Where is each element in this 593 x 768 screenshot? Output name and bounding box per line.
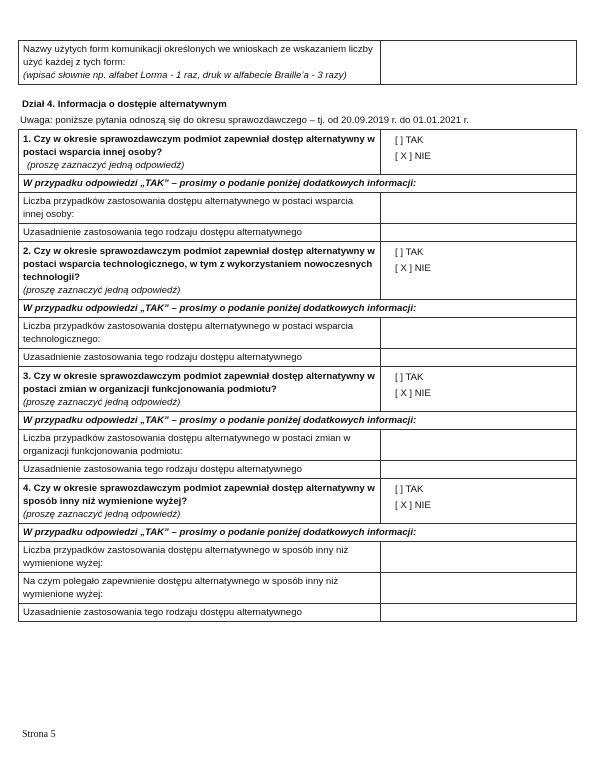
q3-option-tak[interactable]: [ ] TAK xyxy=(395,372,424,383)
question-1-options xyxy=(381,130,577,175)
section-title: Dział 4. Informacja o dostępie alternatywnym xyxy=(22,99,227,110)
q1-justification-answer[interactable] xyxy=(381,224,577,242)
q2-justification-answer[interactable] xyxy=(381,349,577,367)
section-note: Uwaga: poniższe pytania odnoszą się do okresu sprawozdawczego – tj. od 20.09.2019 r. do 01.01.2021 r. xyxy=(20,115,470,126)
q2-count-row xyxy=(19,318,577,349)
question-2-hint: (proszę zaznaczyć jedną odpowiedź) xyxy=(23,285,181,296)
q2-justification-label: Uzasadnienie zastosowania tego rodzaju dostępu alternatywnego xyxy=(19,349,381,367)
q4-option-tak[interactable]: [ ] TAK xyxy=(395,484,424,495)
question-2-row xyxy=(19,242,577,300)
q4-description-row xyxy=(19,573,577,604)
q1-option-nie[interactable]: [ X ] NIE xyxy=(395,151,431,162)
q2-count-label: Liczba przypadków zastosowania dostępu alternatywnego w postaci wsparcia technologicznego: xyxy=(19,318,381,349)
q1-count-answer[interactable] xyxy=(381,193,577,224)
q3-if-yes-row xyxy=(19,412,577,430)
q2-if-yes-text: W przypadku odpowiedzi „TAK” – prosimy o podanie poniżej dodatkowych informacji: xyxy=(19,300,577,318)
question-4-text: 4. Czy w okresie sprawozdawczym podmiot zapewniał dostęp alternatywny w sposób inny niż wymienione wyżej? xyxy=(23,483,375,507)
q2-option-tak[interactable]: [ ] TAK xyxy=(395,247,424,258)
q3-justification-row xyxy=(19,461,577,479)
q4-count-answer[interactable] xyxy=(381,542,577,573)
q3-count-label: Liczba przypadków zastosowania dostępu alternatywnego w postaci zmian w organizacji funkcjonowania podmiotu: xyxy=(19,430,381,461)
q4-option-nie[interactable]: [ X ] NIE xyxy=(395,500,431,511)
q1-count-row xyxy=(19,193,577,224)
q4-justification-row xyxy=(19,604,577,622)
q4-if-yes-row xyxy=(19,524,577,542)
question-1-hint: (proszę zaznaczyć jedną odpowiedź) xyxy=(27,160,185,171)
q1-if-yes-row xyxy=(19,175,577,193)
question-4-row xyxy=(19,479,577,524)
question-3-cell xyxy=(19,367,381,412)
question-1-cell xyxy=(19,130,381,175)
question-4-hint: (proszę zaznaczyć jedną odpowiedź) xyxy=(23,509,181,520)
q2-count-answer[interactable] xyxy=(381,318,577,349)
q3-justification-label: Uzasadnienie zastosowania tego rodzaju dostępu alternatywnego xyxy=(19,461,381,479)
q3-if-yes-text: W przypadku odpowiedzi „TAK” – prosimy o podanie poniżej dodatkowych informacji: xyxy=(19,412,577,430)
q1-justification-label: Uzasadnienie zastosowania tego rodzaju dostępu alternatywnego xyxy=(19,224,381,242)
communication-forms-row xyxy=(19,41,577,85)
q1-option-tak[interactable]: [ ] TAK xyxy=(395,135,424,146)
communication-forms-answer[interactable] xyxy=(381,41,577,85)
q3-option-nie[interactable]: [ X ] NIE xyxy=(395,388,431,399)
q4-justification-label: Uzasadnienie zastosowania tego rodzaju dostępu alternatywnego xyxy=(19,604,381,622)
q1-count-label: Liczba przypadków zastosowania dostępu alternatywnego w postaci wsparcia innej osoby: xyxy=(19,193,381,224)
question-3-text: 3. Czy w okresie sprawozdawczym podmiot zapewniał dostęp alternatywny w postaci zmian w organizacji funkcjonowania podmiotu? xyxy=(23,371,375,395)
page-number: Strona 5 xyxy=(22,729,56,740)
q4-count-label: Liczba przypadków zastosowania dostępu alternatywnego w sposób inny niż wymienione wyżej: xyxy=(19,542,381,573)
question-2-options xyxy=(381,242,577,300)
question-4-cell xyxy=(19,479,381,524)
q3-count-answer[interactable] xyxy=(381,430,577,461)
q2-justification-row xyxy=(19,349,577,367)
question-3-options xyxy=(381,367,577,412)
question-3-row xyxy=(19,367,577,412)
communication-forms-table xyxy=(18,40,577,85)
q2-option-nie[interactable]: [ X ] NIE xyxy=(395,263,431,274)
q1-if-yes-text: W przypadku odpowiedzi „TAK” – prosimy o podanie poniżej dodatkowych informacji: xyxy=(19,175,577,193)
question-2-text: 2. Czy w okresie sprawozdawczym podmiot zapewniał dostęp alternatywny w postaci wsparcia technologicznego, w tym z wykorzystaniem nowoczesnych technologii? xyxy=(23,246,375,283)
q4-count-row xyxy=(19,542,577,573)
question-1-row xyxy=(19,130,577,175)
question-1-text: 1. Czy w okresie sprawozdawczym podmiot zapewniał dostęp alternatywny w postaci wsparcia innej osoby? xyxy=(23,134,375,158)
q3-count-row xyxy=(19,430,577,461)
q4-if-yes-text: W przypadku odpowiedzi „TAK” – prosimy o podanie poniżej dodatkowych informacji: xyxy=(19,524,577,542)
question-2-cell xyxy=(19,242,381,300)
q3-justification-answer[interactable] xyxy=(381,461,577,479)
q2-if-yes-row xyxy=(19,300,577,318)
q4-description-label: Na czym polegało zapewnienie dostępu alternatywnego w sposób inny niż wymienione wyżej: xyxy=(19,573,381,604)
question-3-hint: (proszę zaznaczyć jedną odpowiedź) xyxy=(23,397,181,408)
q4-justification-answer[interactable] xyxy=(381,604,577,622)
q4-description-answer[interactable] xyxy=(381,573,577,604)
question-4-options xyxy=(381,479,577,524)
q1-justification-row xyxy=(19,224,577,242)
communication-forms-label: Nazwy użytych form komunikacji określonych we wnioskach ze wskazaniem liczby użyć każdej z tych form: (wpisać słownie np. alfabet Lorma - 1 raz, druk w alfabecie Braille’a - 3 razy) xyxy=(19,41,381,85)
alternative-access-table xyxy=(18,129,577,622)
